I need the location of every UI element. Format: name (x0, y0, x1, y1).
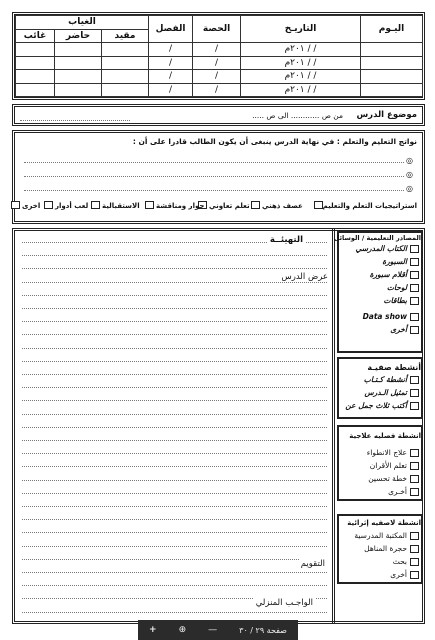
strategy-checkbox[interactable] (91, 201, 100, 209)
resources-checkbox[interactable] (410, 271, 419, 279)
presentation-label: عرض الدرس (281, 272, 328, 282)
resources-checkbox[interactable] (410, 326, 419, 334)
date-cell: / / ٢٠١م (241, 43, 361, 57)
enrichment-checkbox[interactable] (410, 532, 419, 540)
remedial-item: خطة تحسين (368, 474, 407, 483)
page-indicator: صفحة ٢٩ / ٣٠ (239, 625, 287, 635)
remedial-item: علاج الانطواء (366, 448, 407, 457)
evaluation-label: التقويم (300, 559, 325, 569)
resources-checkbox[interactable] (410, 284, 419, 292)
strategy-item: لعب أدوار (55, 202, 89, 210)
writing-line (22, 400, 327, 401)
resources-item: Data show (362, 312, 407, 321)
remedial-title: انشطة فصليه علاجية (349, 432, 421, 440)
bullet-icon: ◎ (406, 156, 413, 165)
header-absence: الغياب (16, 16, 149, 30)
resources-item: الكتاب المدرسي (355, 244, 407, 253)
writing-line (22, 334, 327, 335)
subheader-absent: غائب (16, 29, 55, 43)
bullet-icon: ◎ (406, 184, 413, 193)
subheader-present: حاضر (55, 29, 102, 43)
resources-checkbox[interactable] (410, 245, 419, 253)
table-row (16, 43, 423, 57)
class-cell: / (149, 70, 193, 84)
strategy-checkbox[interactable] (145, 201, 154, 209)
enrichment-checkbox[interactable] (410, 558, 419, 566)
class-activities-title: أنشطة صفيـة (367, 363, 421, 372)
writing-line (22, 440, 327, 441)
class-activities-checkbox[interactable] (410, 376, 419, 384)
table-row (16, 56, 423, 70)
table-row (16, 70, 423, 84)
writing-line (22, 427, 327, 428)
writing-line (22, 295, 327, 296)
strategy-item: الاستقبالية (102, 202, 140, 210)
zoom-icon[interactable]: ⊕ (178, 625, 187, 635)
resources-checkbox[interactable] (410, 258, 419, 266)
strategy-item: اخرى (22, 202, 41, 210)
writing-line (22, 493, 327, 494)
header-period: الحصة (193, 16, 241, 43)
writing-line (22, 321, 327, 322)
attendance-table (15, 15, 423, 97)
date-cell: / / ٢٠١م (241, 83, 361, 97)
date-cell: / / ٢٠١م (241, 56, 361, 70)
enrichment-item: أخرى (390, 570, 407, 579)
writing-line (22, 506, 327, 507)
intro-label: التهيئــة (269, 235, 303, 245)
writing-line (22, 559, 327, 560)
writing-line (22, 414, 327, 415)
zoom-in-button[interactable]: + (149, 625, 157, 635)
period-cell: / (193, 56, 241, 70)
strategy-checkbox[interactable] (314, 201, 323, 209)
writing-line (22, 480, 327, 481)
column-divider (332, 228, 335, 624)
remedial-checkbox[interactable] (410, 449, 419, 457)
writing-line (22, 612, 327, 613)
writing-line (22, 268, 327, 269)
writing-line (22, 308, 327, 309)
header-class: الفصل (149, 16, 193, 43)
writing-line (22, 374, 327, 375)
remedial-item: أخـرى (388, 487, 407, 496)
remedial-checkbox[interactable] (410, 488, 419, 496)
topic-range: من ص ............ الى ص ..... (252, 111, 343, 120)
subheader-enrolled: مقيد (102, 29, 149, 43)
strategy-checkbox[interactable] (11, 201, 20, 209)
remedial-checkbox[interactable] (410, 462, 419, 470)
bullet-icon: ◎ (406, 170, 413, 179)
resources-item: لوحات (386, 283, 407, 292)
homework-label: الواجـب المنزلي (255, 598, 313, 608)
outcomes-label: نواتج التعليم والتعلم : في نهاية الدرس ينبغى أن يكون الطالب قادرا على أن : (132, 137, 417, 146)
outcome-line-2 (24, 176, 404, 177)
enrichment-title: انشطة لاصفيه إثرائية (347, 519, 421, 527)
resources-checkbox[interactable] (410, 297, 419, 305)
resources-item: أخرى (390, 325, 407, 334)
writing-line (22, 387, 327, 388)
header-date: التاريـخ (241, 16, 361, 43)
remedial-item: تعلم الأقران (369, 461, 407, 470)
outcome-line-1 (24, 162, 404, 163)
writing-line (22, 348, 327, 349)
table-row (16, 83, 423, 97)
strategy-checkbox[interactable] (44, 201, 53, 209)
writing-line (22, 532, 327, 533)
writing-line (22, 572, 327, 573)
topic-label: موضوع الدرس (356, 110, 417, 120)
period-cell: / (193, 43, 241, 57)
period-cell: / (193, 83, 241, 97)
class-cell: / (149, 43, 193, 57)
enrichment-item: حجرة المناهل (364, 544, 407, 553)
enrichment-item: المكتبة المدرسية (354, 531, 407, 540)
writing-line (22, 466, 327, 467)
class-cell: / (149, 56, 193, 70)
writing-line (22, 255, 327, 256)
resources-checkbox[interactable] (410, 313, 419, 321)
class-activities-checkbox[interactable] (410, 389, 419, 397)
enrichment-checkbox[interactable] (410, 571, 419, 579)
header-day: اليـوم (361, 16, 423, 43)
strategy-item: حوار ومناقشة (156, 202, 205, 210)
class-activities-item: أكتب ثلاث جمل عن (345, 401, 407, 410)
resources-title: المصادر التعليمية / الوسائل (333, 234, 421, 242)
date-cell: / / ٢٠١م (241, 70, 361, 84)
viewer-toolbar (138, 620, 298, 640)
class-cell: / (149, 83, 193, 97)
strategy-checkbox[interactable] (251, 201, 260, 209)
strategy-item: تعلم تعاوني (209, 202, 250, 210)
enrichment-item: بحث (392, 557, 407, 566)
remedial-checkbox[interactable] (410, 475, 419, 483)
zoom-out-button[interactable]: — (208, 625, 218, 635)
outcome-line-3 (24, 190, 404, 191)
strategies-label: استراتيجيات التعلم والتعليم (322, 202, 417, 210)
class-activities-checkbox[interactable] (410, 402, 419, 410)
writing-line (22, 546, 327, 547)
period-cell: / (193, 70, 241, 84)
class-activities-item: تمثيل الـدرس (364, 388, 407, 397)
strategy-item: عصف ذهني (262, 202, 303, 210)
writing-line (22, 361, 327, 362)
class-activities-item: أنشطة كـتـاب (363, 375, 407, 384)
writing-line (22, 585, 327, 586)
topic-line (20, 120, 130, 121)
resources-item: السبورة (382, 257, 407, 266)
enrichment-checkbox[interactable] (410, 545, 419, 553)
writing-line (22, 519, 327, 520)
resources-item: بطاقات (383, 296, 407, 305)
writing-line (22, 453, 327, 454)
resources-item: أقلام سبورة (369, 270, 407, 279)
